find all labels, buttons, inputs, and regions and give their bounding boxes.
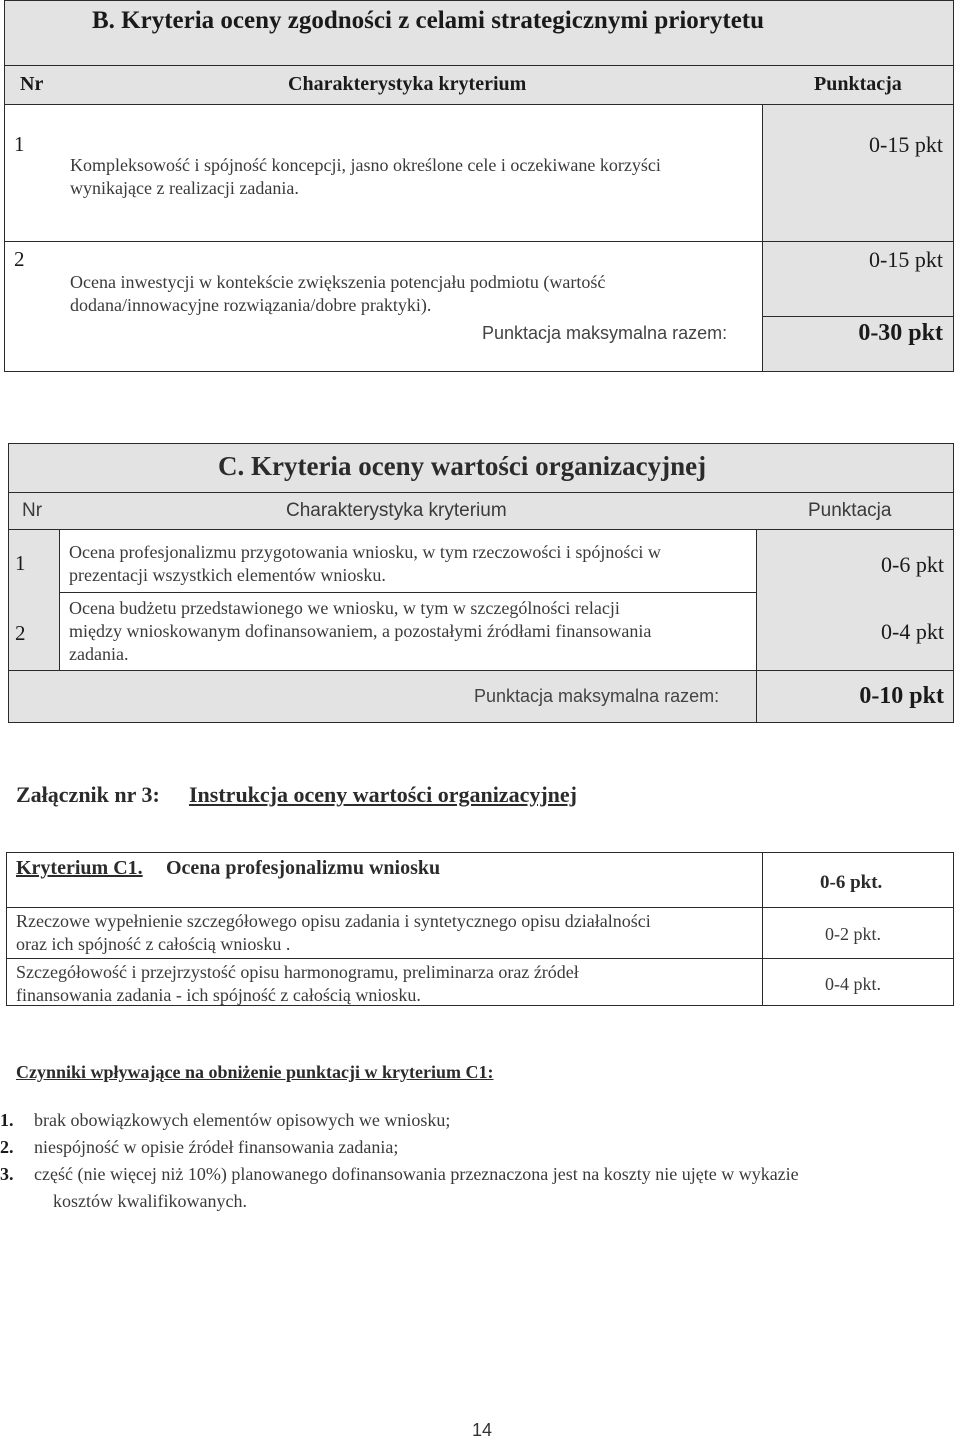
criterion-text-line: między wnioskowanym dofinansowaniem, a pozostałymi źródłami finansowania [69, 621, 652, 641]
row-score: 0-15 pkt [869, 132, 943, 157]
section-c-title: C. Kryteria oceny wartości organizacyjnej [218, 451, 707, 481]
criterion-text-line: dodana/innowacyjne rozwiązania/dobre praktyki). [70, 295, 432, 315]
criterion-text-line: zadania. [69, 644, 129, 664]
criterion-text-line: Kompleksowość i spójność koncepcji, jasno określone cele i oczekiwane korzyści [70, 155, 661, 175]
total-label: Punktacja maksymalna razem: [474, 686, 720, 706]
row-number: 1 [15, 551, 26, 575]
criterion-text-line: wynikające z realizacji zadania. [70, 178, 299, 198]
section-b-title: B. Kryteria oceny zgodności z celami strategicznymi priorytetu [92, 7, 765, 34]
list-number: 1. [0, 1110, 14, 1130]
criterion-item-line: Rzeczowe wypełnienie szczegółowego opisu zadania i syntetycznego opisu działalności [16, 911, 651, 931]
list-text: niespójność w opisie źródeł finansowania zadania; [34, 1137, 399, 1157]
total-value: 0-30 pkt [858, 320, 943, 346]
attachment-title: Instrukcja oceny wartości organizacyjnej [189, 782, 577, 807]
row-score: 0-4 pkt [881, 619, 944, 644]
list-text-continuation: kosztów kwalifikowanych. [53, 1191, 247, 1211]
column-header-nr: Nr [22, 500, 43, 521]
criterion-max-score: 0-6 pkt. [820, 872, 883, 893]
row-number: 2 [15, 621, 26, 645]
criterion-item-line: Szczegółowość i przejrzystość opisu harmonogramu, preliminarza oraz źródeł [16, 962, 579, 982]
attachment-prefix: Załącznik nr 3: [16, 782, 160, 807]
row-score: 0-6 pkt [881, 552, 944, 577]
criterion-item-score: 0-4 pkt. [825, 974, 881, 994]
criterion-item-score: 0-2 pkt. [825, 924, 881, 944]
factors-heading: Czynniki wpływające na obniżenie punktacji w kryterium C1: [16, 1062, 494, 1082]
column-header-nr: Nr [20, 73, 44, 95]
criterion-text-line: prezentacji wszystkich elementów wniosku. [69, 565, 386, 585]
list-number: 3. [0, 1164, 14, 1184]
row-number: 1 [14, 132, 25, 156]
criterion-label: Kryterium C1. [16, 857, 143, 879]
total-label: Punktacja maksymalna razem: [482, 323, 728, 343]
column-header-score: Punktacja [808, 500, 892, 521]
list-number: 2. [0, 1137, 14, 1157]
column-header-characteristic: Charakterystyka kryterium [286, 500, 507, 521]
criterion-text-line: Ocena budżetu przedstawionego we wniosku, w tym w szczególności relacji [69, 598, 620, 618]
page-number: 14 [472, 1420, 493, 1440]
criterion-text-line: Ocena inwestycji w kontekście zwiększenia potencjału podmiotu (wartość [70, 272, 606, 292]
criterion-text-line: Ocena profesjonalizmu przygotowania wniosku, w tym rzeczowości i spójności w [69, 542, 661, 562]
row-number: 2 [14, 247, 25, 271]
column-header-characteristic: Charakterystyka kryterium [288, 73, 527, 95]
criterion-item-line: finansowania zadania - ich spójność z całością wniosku. [16, 985, 421, 1005]
total-value: 0-10 pkt [859, 683, 944, 709]
list-text: brak obowiązkowych elementów opisowych we wniosku; [34, 1110, 451, 1130]
criterion-item-line: oraz ich spójność z całością wniosku . [16, 934, 291, 954]
row-score: 0-15 pkt [869, 247, 943, 272]
list-text: część (nie więcej niż 10%) planowanego dofinansowania przeznaczona jest na koszty nie ujęte w wykazie [34, 1164, 799, 1184]
criterion-title: Ocena profesjonalizmu wniosku [166, 857, 441, 879]
column-header-score: Punktacja [814, 73, 902, 95]
